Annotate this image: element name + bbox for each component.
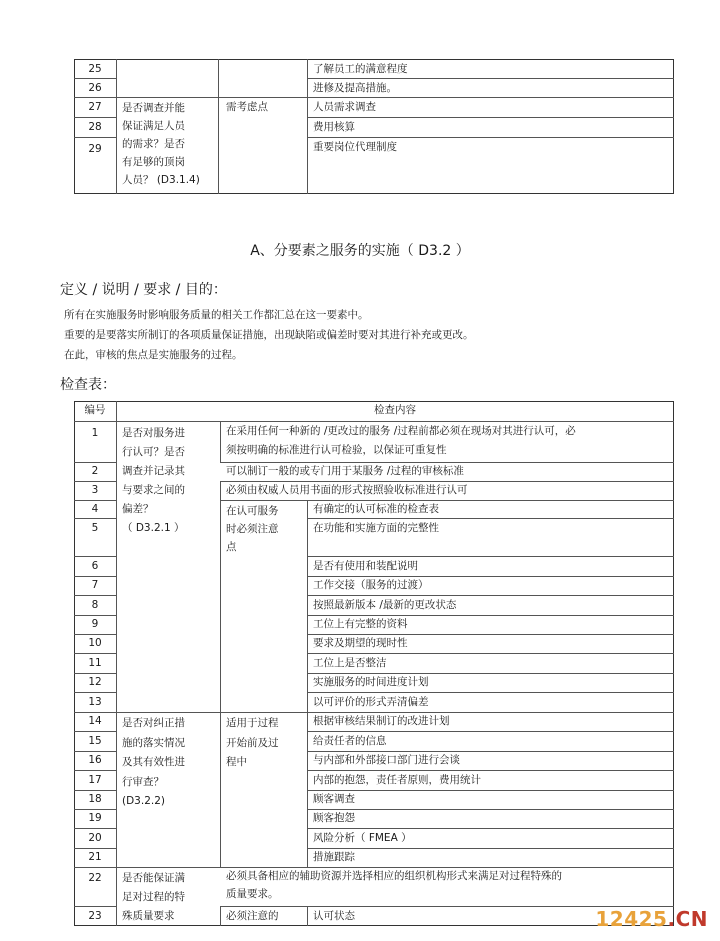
row-number: 14 bbox=[88, 715, 102, 727]
row-number: 25 bbox=[88, 63, 102, 75]
check-item: 顾客调查 bbox=[313, 793, 355, 805]
row-number: 29 bbox=[88, 143, 102, 155]
row-line bbox=[307, 634, 674, 635]
row-number: 13 bbox=[88, 696, 102, 708]
row-line bbox=[74, 97, 674, 98]
check-item: 认可状态 bbox=[313, 910, 355, 922]
check-item: 按照最新版本 /最新的更改状态 bbox=[313, 599, 457, 611]
check-item: 重要岗位代理制度 bbox=[313, 141, 397, 153]
row-line bbox=[74, 518, 116, 519]
table-top-divider bbox=[307, 59, 308, 194]
row-number: 1 bbox=[91, 427, 99, 439]
row-line bbox=[307, 576, 674, 577]
check-item: 根据审核结果制订的改进计划 bbox=[313, 715, 450, 727]
row-line bbox=[74, 481, 116, 482]
check-item: 了解员工的满意程度 bbox=[313, 63, 408, 75]
row-line bbox=[74, 906, 116, 907]
row-line bbox=[74, 848, 116, 849]
row-line bbox=[74, 556, 116, 557]
row-line bbox=[74, 712, 674, 713]
row-number: 3 bbox=[91, 484, 99, 496]
check-item: 费用核算 bbox=[313, 121, 355, 133]
row-number: 21 bbox=[88, 851, 102, 863]
row-line bbox=[74, 462, 116, 463]
check-item: 在功能和实施方面的完整性 bbox=[313, 522, 439, 534]
col-line bbox=[307, 906, 308, 926]
row-number: 20 bbox=[88, 832, 102, 844]
row-number: 11 bbox=[88, 657, 102, 669]
row-line bbox=[307, 751, 674, 752]
row-line bbox=[74, 634, 116, 635]
check-item: 有确定的认可标准的检查表 bbox=[313, 503, 439, 515]
row-line bbox=[74, 673, 116, 674]
col-line bbox=[220, 481, 221, 501]
check-item: 以可评价的形式弄清偏差 bbox=[313, 696, 429, 708]
row-number: 18 bbox=[88, 793, 102, 805]
row-number: 8 bbox=[91, 599, 99, 611]
row-line bbox=[74, 770, 116, 771]
row-line bbox=[307, 731, 674, 732]
check-item: 质量要求。 bbox=[226, 888, 279, 900]
row-line bbox=[307, 828, 674, 829]
row-number: 5 bbox=[91, 522, 99, 534]
check-item: 在采用任何一种新的 /更改过的服务 /过程前都必须在现场对其进行认可，必 bbox=[226, 425, 576, 437]
check-item: 进修及提高措施。 bbox=[313, 82, 397, 94]
row-line bbox=[74, 828, 116, 829]
row-line bbox=[307, 78, 674, 79]
check-item: 措施跟踪 bbox=[313, 851, 355, 863]
row-number: 15 bbox=[88, 735, 102, 747]
col-line bbox=[220, 906, 221, 926]
category-cell: 在认可服务 时必须注意 点 bbox=[226, 505, 279, 553]
check-item: 要求及期望的现时性 bbox=[313, 637, 408, 649]
row-number: 2 bbox=[91, 465, 99, 477]
watermark-number: 12425 bbox=[595, 907, 668, 931]
col-line bbox=[116, 401, 117, 926]
row-number: 4 bbox=[91, 503, 99, 515]
row-number: 17 bbox=[88, 774, 102, 786]
row-number: 7 bbox=[91, 579, 99, 591]
definition-line: 重要的是要落实所制订的各项质量保证措施，出现缺陷或偏差时要对其进行补充或更改。 bbox=[64, 329, 474, 341]
check-item: 与内部和外部接口部门进行会谈 bbox=[313, 754, 460, 766]
check-item: 可以制订一般的或专门用于某服务 /过程的审核标准 bbox=[226, 465, 464, 477]
row-line bbox=[220, 481, 674, 482]
row-line bbox=[307, 673, 674, 674]
row-line bbox=[74, 78, 116, 79]
check-item: 内部的抱怨，责任者原则，费用统计 bbox=[313, 774, 481, 786]
row-number: 27 bbox=[88, 101, 102, 113]
question-cell: 是否能保证满 足对过程的特 殊质量要求 bbox=[122, 872, 185, 922]
row-line bbox=[307, 117, 674, 118]
site-watermark bbox=[595, 907, 708, 931]
row-line bbox=[307, 848, 674, 849]
row-number: 28 bbox=[88, 121, 102, 133]
checklist-heading: 检查表： bbox=[60, 377, 116, 393]
section-title: A、分要素之服务的实施（ D3.2 ） bbox=[250, 243, 470, 259]
row-line bbox=[307, 790, 674, 791]
question-cell: 是否对服务进 行认可？是否 调查并记录其 与要求之间的 偏差？ （ D3.2.1 ） bbox=[122, 427, 185, 534]
row-number: 26 bbox=[88, 82, 102, 94]
row-line bbox=[74, 117, 116, 118]
col-line bbox=[220, 421, 221, 462]
row-number: 12 bbox=[88, 676, 102, 688]
row-line bbox=[307, 615, 674, 616]
definition-line: 所有在实施服务时影响服务质量的相关工作都汇总在这一要素中。 bbox=[64, 309, 369, 321]
check-item: 实施服务的时间进度计划 bbox=[313, 676, 429, 688]
header-content: 检查内容 bbox=[374, 404, 416, 416]
table-top-divider bbox=[116, 59, 117, 194]
check-item: 必须具备相应的辅助资源并选择相应的组织机构形式来满足对过程特殊的 bbox=[226, 870, 562, 882]
definition-heading: 定义 / 说明 / 要求 / 目的： bbox=[60, 282, 227, 298]
check-item: 人员需求调查 bbox=[313, 101, 376, 113]
row-line bbox=[307, 556, 674, 557]
row-line bbox=[307, 595, 674, 596]
check-item: 给责任者的信息 bbox=[313, 735, 387, 747]
question-cell: 是否调查并能 保证满足人员 的需求？是否 有足够的顶岗 人员？ (D3.1.4) bbox=[122, 102, 200, 186]
row-line bbox=[74, 137, 116, 138]
table-top-divider bbox=[218, 59, 219, 194]
row-line bbox=[74, 751, 116, 752]
check-item: 工位上是否整洁 bbox=[313, 657, 387, 669]
row-line bbox=[220, 462, 674, 463]
consider-cell: 需考虑点 bbox=[226, 101, 268, 113]
row-line bbox=[307, 518, 674, 519]
row-number: 10 bbox=[88, 637, 102, 649]
row-line bbox=[74, 421, 674, 422]
row-number: 23 bbox=[88, 910, 102, 922]
check-item: 必须由权威人员用书面的形式按照验收标准进行认可 bbox=[226, 484, 468, 496]
category-cell: 必须注意的 bbox=[226, 910, 279, 922]
row-line bbox=[74, 809, 116, 810]
row-line bbox=[74, 692, 116, 693]
row-line bbox=[74, 615, 116, 616]
row-number: 16 bbox=[88, 754, 102, 766]
row-line bbox=[74, 653, 116, 654]
row-number: 6 bbox=[91, 560, 99, 572]
row-number: 22 bbox=[88, 872, 102, 884]
row-line bbox=[74, 500, 116, 501]
row-line bbox=[74, 790, 116, 791]
check-item: 工位上有完整的资料 bbox=[313, 618, 408, 630]
check-item: 工作交接（服务的过渡） bbox=[313, 579, 429, 591]
row-line bbox=[307, 692, 674, 693]
check-item: 是否有使用和装配说明 bbox=[313, 560, 418, 572]
question-cell: 是否对纠正措 施的落实情况 及其有效性进 行审查？ (D3.2.2) bbox=[122, 717, 185, 807]
row-line bbox=[74, 595, 116, 596]
definition-line: 在此，审核的焦点是实施服务的过程。 bbox=[64, 349, 243, 361]
row-number: 9 bbox=[91, 618, 99, 630]
watermark-domain: .CN bbox=[667, 907, 708, 931]
check-item: 顾客抱怨 bbox=[313, 812, 355, 824]
row-line bbox=[74, 867, 674, 868]
row-line bbox=[307, 770, 674, 771]
row-line bbox=[74, 576, 116, 577]
row-number: 19 bbox=[88, 812, 102, 824]
check-item: 风险分析（ FMEA ） bbox=[313, 832, 412, 844]
category-cell: 适用于过程 开始前及过 程中 bbox=[226, 717, 279, 768]
row-line bbox=[307, 653, 674, 654]
col-line bbox=[220, 500, 221, 867]
header-number: 编号 bbox=[84, 404, 106, 416]
row-line bbox=[220, 500, 674, 501]
row-line bbox=[307, 809, 674, 810]
row-line bbox=[307, 137, 674, 138]
row-line bbox=[74, 731, 116, 732]
check-item: 须按明确的标准进行认可检验，以保证可重复性 bbox=[226, 444, 447, 456]
